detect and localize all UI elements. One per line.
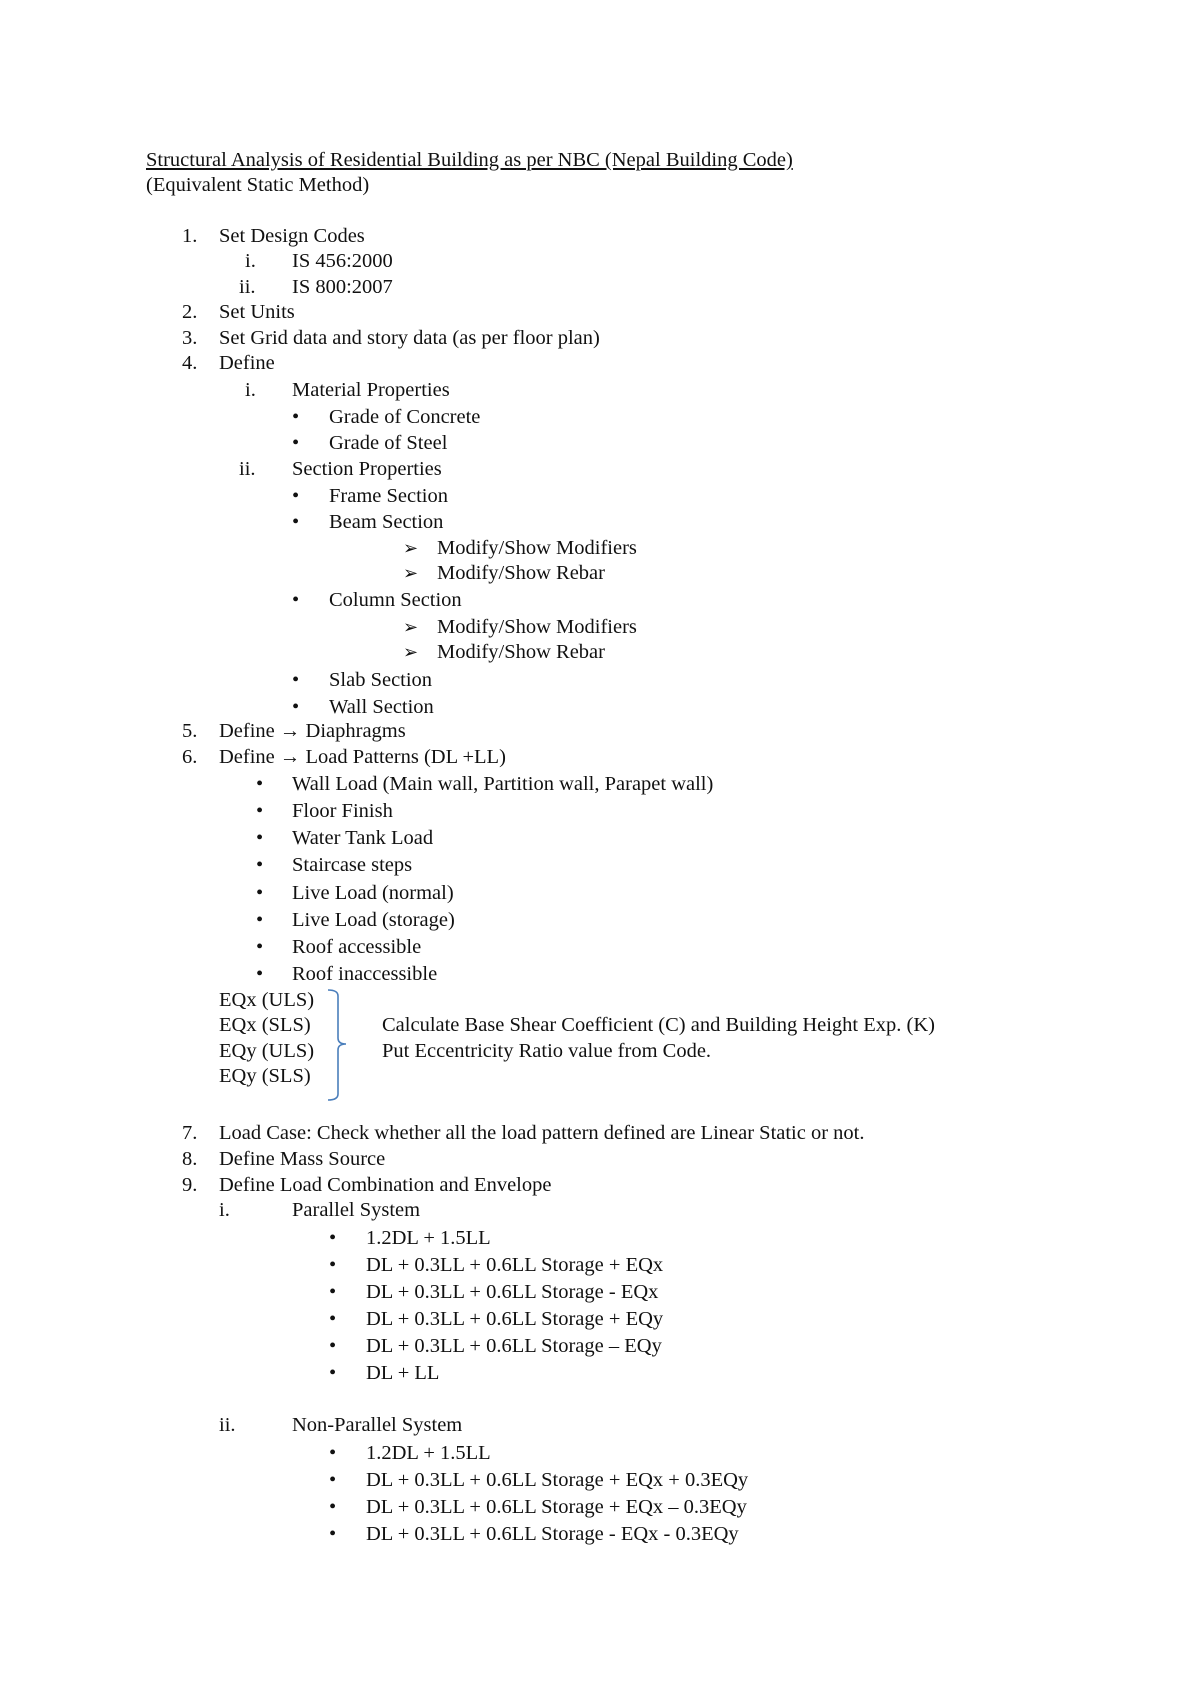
eq-note: Put Eccentricity Ratio value from Code. <box>382 1040 712 1062</box>
list-item: DL + 0.3LL + 0.6LL Storage - EQx <box>366 1281 659 1303</box>
step-number: 6. <box>182 746 198 768</box>
list-item: Slab Section <box>329 669 433 691</box>
bullet-icon: • <box>256 936 264 958</box>
list-item: Staircase steps <box>292 854 413 876</box>
list-item: Live Load (storage) <box>292 909 455 931</box>
document-title: Structural Analysis of Residential Building as per NBC (Nepal Building Code) <box>146 149 793 171</box>
bullet-icon: • <box>256 854 264 876</box>
step-text: Define Mass Source <box>219 1148 386 1170</box>
arrow-bullet-icon: ➢ <box>403 642 419 662</box>
step-text: Set Units <box>219 301 295 323</box>
bullet-icon: • <box>329 1254 337 1276</box>
list-item: DL + LL <box>366 1362 440 1384</box>
step-text: Set Design Codes <box>219 225 365 247</box>
step-text: Define Load Combination and Envelope <box>219 1174 552 1196</box>
list-item: Column Section <box>329 589 462 611</box>
bullet-icon: • <box>292 669 300 691</box>
document-subtitle: (Equivalent Static Method) <box>146 174 370 196</box>
step-text: Define → Load Patterns (DL +LL) <box>219 746 506 768</box>
step-number: 4. <box>182 352 198 374</box>
list-item: Grade of Steel <box>329 432 448 454</box>
bullet-icon: • <box>329 1496 337 1518</box>
bullet-icon: • <box>329 1335 337 1357</box>
substep-number: ii. <box>219 1414 236 1436</box>
bullet-icon: • <box>256 882 264 904</box>
list-item: DL + 0.3LL + 0.6LL Storage + EQy <box>366 1308 664 1330</box>
substep-text: Section Properties <box>292 458 442 480</box>
list-item: Beam Section <box>329 511 444 533</box>
bullet-icon: • <box>292 589 300 611</box>
step-text: Define → Diaphragms <box>219 720 406 742</box>
arrow-bullet-icon: ➢ <box>403 563 419 583</box>
substep-text: IS 800:2007 <box>292 276 393 298</box>
bullet-icon: • <box>292 511 300 533</box>
list-item: Grade of Concrete <box>329 406 481 428</box>
bullet-icon: • <box>329 1227 337 1249</box>
list-item: Roof accessible <box>292 936 422 958</box>
bullet-icon: • <box>329 1308 337 1330</box>
list-item: Floor Finish <box>292 800 393 822</box>
arrow-bullet-icon: ➢ <box>403 617 419 637</box>
list-item: 1.2DL + 1.5LL <box>366 1442 491 1464</box>
bullet-icon: • <box>329 1442 337 1464</box>
step-number: 5. <box>182 720 198 742</box>
bullet-icon: • <box>329 1281 337 1303</box>
step-text: Define <box>219 352 275 374</box>
list-item: Frame Section <box>329 485 448 507</box>
substep-text: IS 456:2000 <box>292 250 393 272</box>
list-item: DL + 0.3LL + 0.6LL Storage + EQx + 0.3EQy <box>366 1469 749 1491</box>
bullet-icon: • <box>329 1469 337 1491</box>
eq-case: EQy (SLS) <box>219 1065 311 1087</box>
list-item: Modify/Show Rebar <box>437 641 605 663</box>
step-text: Load Case: Check whether all the load pattern defined are Linear Static or not. <box>219 1122 865 1144</box>
step-number: 3. <box>182 327 198 349</box>
bullet-icon: • <box>256 827 264 849</box>
step-number: 7. <box>182 1122 198 1144</box>
step-number: 1. <box>182 225 198 247</box>
list-item: DL + 0.3LL + 0.6LL Storage – EQy <box>366 1335 662 1357</box>
list-item: DL + 0.3LL + 0.6LL Storage - EQx - 0.3EQy <box>366 1523 739 1545</box>
eq-case: EQx (SLS) <box>219 1014 311 1036</box>
bullet-icon: • <box>292 406 300 428</box>
substep-text: Material Properties <box>292 379 450 401</box>
list-item: Wall Load (Main wall, Partition wall, Parapet wall) <box>292 773 714 795</box>
step-number: 8. <box>182 1148 198 1170</box>
arrow-bullet-icon: ➢ <box>403 538 419 558</box>
bullet-icon: • <box>329 1362 337 1384</box>
substep-number: i. <box>245 379 256 401</box>
eq-case: EQx (ULS) <box>219 989 315 1011</box>
bullet-icon: • <box>256 909 264 931</box>
eq-case: EQy (ULS) <box>219 1040 315 1062</box>
list-item: 1.2DL + 1.5LL <box>366 1227 491 1249</box>
list-item: DL + 0.3LL + 0.6LL Storage + EQx <box>366 1254 664 1276</box>
bullet-icon: • <box>292 432 300 454</box>
substep-number: ii. <box>239 276 256 298</box>
list-item: Wall Section <box>329 696 434 718</box>
list-item: Water Tank Load <box>292 827 434 849</box>
list-item: DL + 0.3LL + 0.6LL Storage + EQx – 0.3EQy <box>366 1496 747 1518</box>
list-item: Live Load (normal) <box>292 882 454 904</box>
step-number: 9. <box>182 1174 198 1196</box>
step-number: 2. <box>182 301 198 323</box>
bullet-icon: • <box>292 696 300 718</box>
list-item: Modify/Show Modifiers <box>437 537 637 559</box>
bullet-icon: • <box>256 800 264 822</box>
bullet-icon: • <box>256 963 264 985</box>
substep-text: Parallel System <box>292 1199 421 1221</box>
step-text: Set Grid data and story data (as per floor plan) <box>219 327 600 349</box>
substep-number: ii. <box>239 458 256 480</box>
bullet-icon: • <box>292 485 300 507</box>
list-item: Modify/Show Rebar <box>437 562 605 584</box>
brace-icon <box>326 988 350 1102</box>
list-item: Roof inaccessible <box>292 963 438 985</box>
list-item: Modify/Show Modifiers <box>437 616 637 638</box>
bullet-icon: • <box>329 1523 337 1545</box>
bullet-icon: • <box>256 773 264 795</box>
substep-text: Non-Parallel System <box>292 1414 463 1436</box>
eq-note: Calculate Base Shear Coefficient (C) and Building Height Exp. (K) <box>382 1014 935 1036</box>
substep-number: i. <box>219 1199 230 1221</box>
substep-number: i. <box>245 250 256 272</box>
